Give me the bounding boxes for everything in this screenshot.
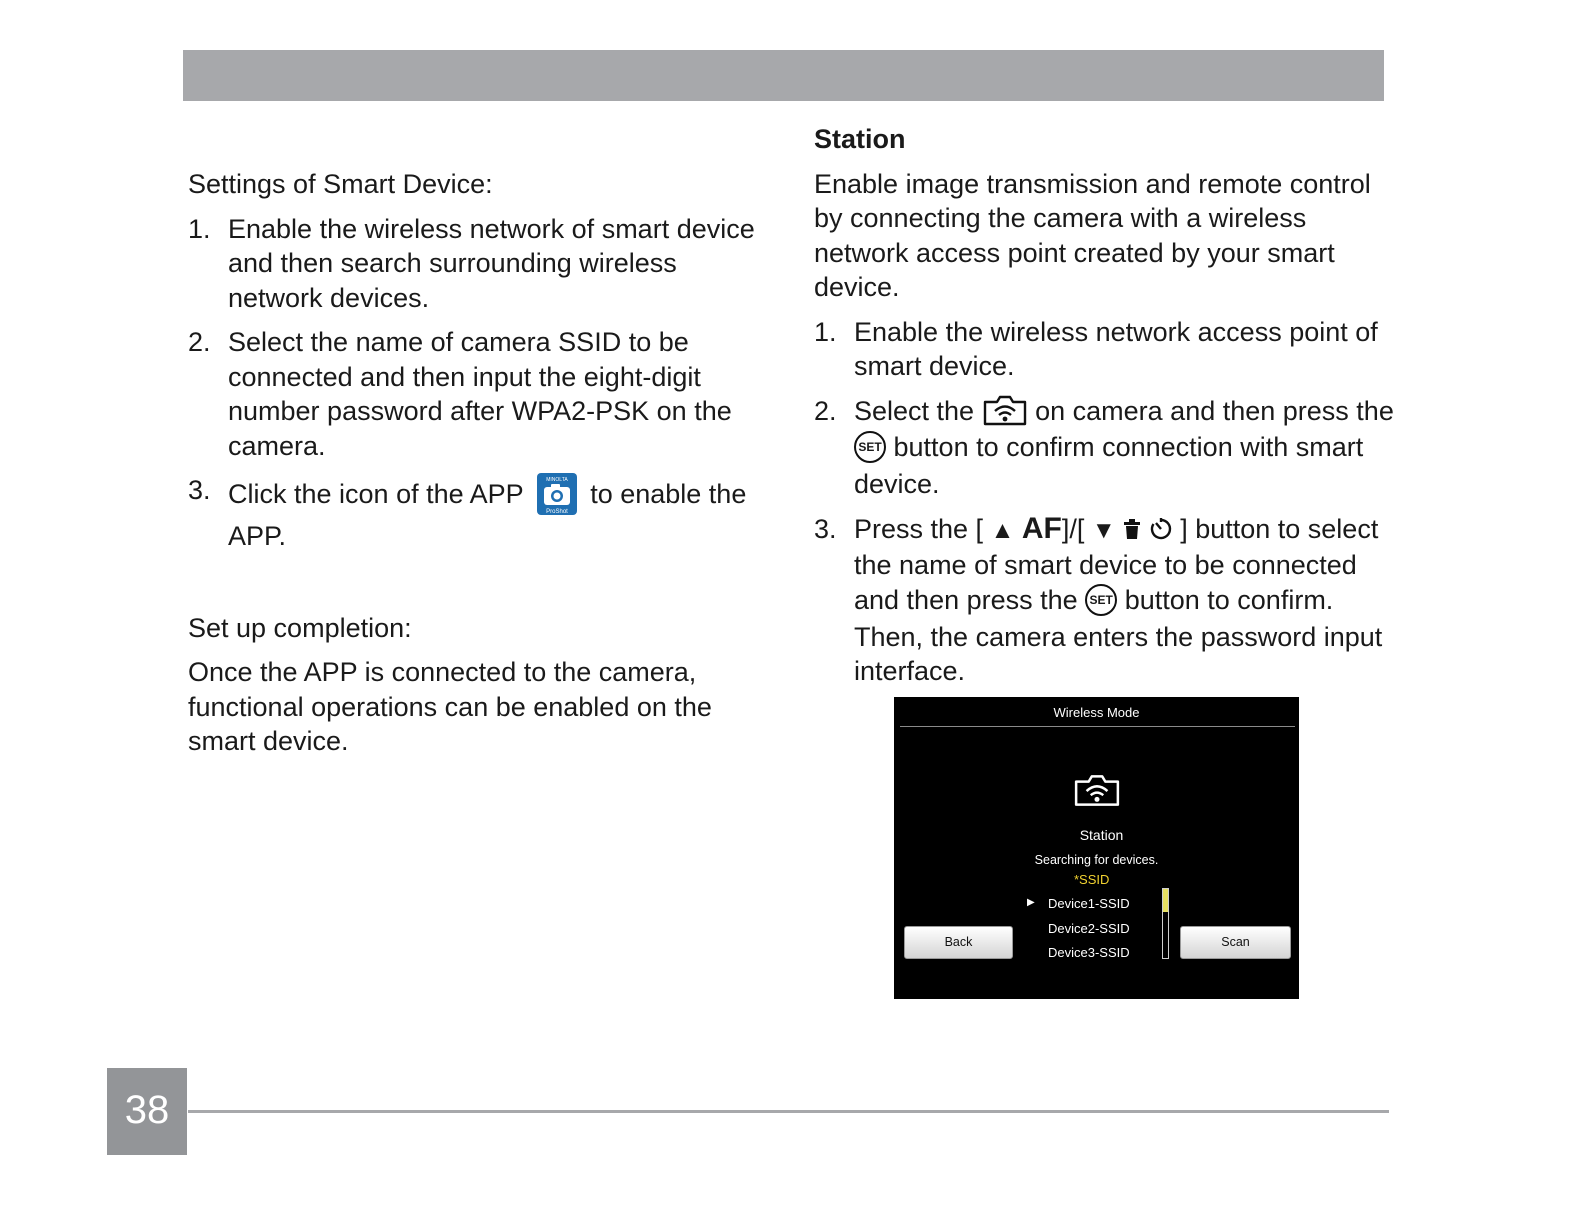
step-number: 1. [188,213,211,244]
step-text-part: ]/[ [1061,513,1085,544]
settings-steps [188,212,763,554]
step-number: 3. [188,475,211,505]
station-step-3 [814,512,1394,689]
step-text-before-icon: Click the icon of the APP [228,479,524,510]
screen-mode-label: Station [1079,827,1124,843]
triangle-up-icon: ▲ [990,516,1015,544]
step-number: 3. [814,513,837,544]
scrollbar-thumb[interactable] [1163,889,1168,912]
step-text-part: on camera and then press the [1035,395,1394,426]
right-column [814,122,1394,699]
station-step-2 [814,394,1394,502]
scan-button[interactable]: Scan [1180,926,1291,959]
device-list-item[interactable]: Device2-SSID [1048,921,1130,936]
station-title: Station [814,124,906,154]
settings-step-3 [188,473,763,554]
left-column [188,167,763,759]
ssid-label: *SSID [1074,872,1110,887]
af-label: AF [1021,511,1062,545]
step-text-part: Select the [854,395,975,426]
set-label: SET [1089,592,1113,607]
triangle-down-icon: ▼ [1091,516,1116,544]
completion-heading: Set up completion: [188,612,412,643]
app-icon-top-text: MINOLTA [545,477,568,483]
step-number: 2. [814,395,837,426]
step-text: Enable the wireless network of smart device and then search surrounding wireless network devices. [228,213,755,313]
settings-step-2 [188,325,763,463]
set-button-icon [854,431,886,463]
camera-screen [894,697,1299,999]
header-bar [183,50,1384,101]
device-list-item[interactable]: Device1-SSID [1048,896,1130,911]
settings-heading: Settings of Smart Device: [188,169,493,199]
set-label: SET [858,440,882,455]
completion-text: Once the APP is connected to the camera, functional operations can be enabled on the smart device. [188,657,712,756]
step-text-part: button to confirm connection with smart device. [854,432,1364,500]
selection-arrow-icon: ▶ [1027,897,1035,908]
searching-status: Searching for devices. [1034,853,1159,867]
station-steps [814,315,1394,689]
step-text-after-icon: to enable the APP. [228,479,747,551]
step-text-part: button to confirm. Then, the camera enters the password input interface. [854,584,1383,687]
station-intro: Enable image transmission and remote control by connecting the camera with a wireless network access point created by your smart device. [814,168,1371,302]
device-list-item[interactable]: Device3-SSID [1048,945,1130,960]
set-button-icon [1085,584,1117,616]
step-text-part: Press the [ [854,513,984,544]
trash-icon [1123,518,1141,540]
station-step-1 [814,315,1394,384]
back-button[interactable]: Back [904,926,1013,959]
page-number-box [107,1068,187,1155]
step-text: Select the name of camera SSID to be connected and then input the eight-digit number password after WPA2-PSK on the camera. [228,327,732,461]
wifi-station-icon [1073,772,1121,808]
prishot-app-icon [537,473,577,515]
step-number: 2. [188,327,211,357]
footer-rule [188,1110,1389,1113]
settings-step-1 [188,212,763,316]
screen-title: Wireless Mode [1053,705,1140,720]
wifi-station-icon [982,394,1028,426]
app-icon-bottom-text: ProShot [545,509,568,515]
step-text-part: ] button to select the name of smart device to be connected and then press the [854,513,1379,615]
screen-divider [900,726,1295,727]
device-list-scrollbar[interactable] [1162,888,1169,959]
page-number: 38 [124,1088,170,1132]
step-text: Enable the wireless network access point of smart device. [854,316,1378,381]
step-number: 1. [814,316,837,347]
self-timer-icon [1149,517,1173,541]
